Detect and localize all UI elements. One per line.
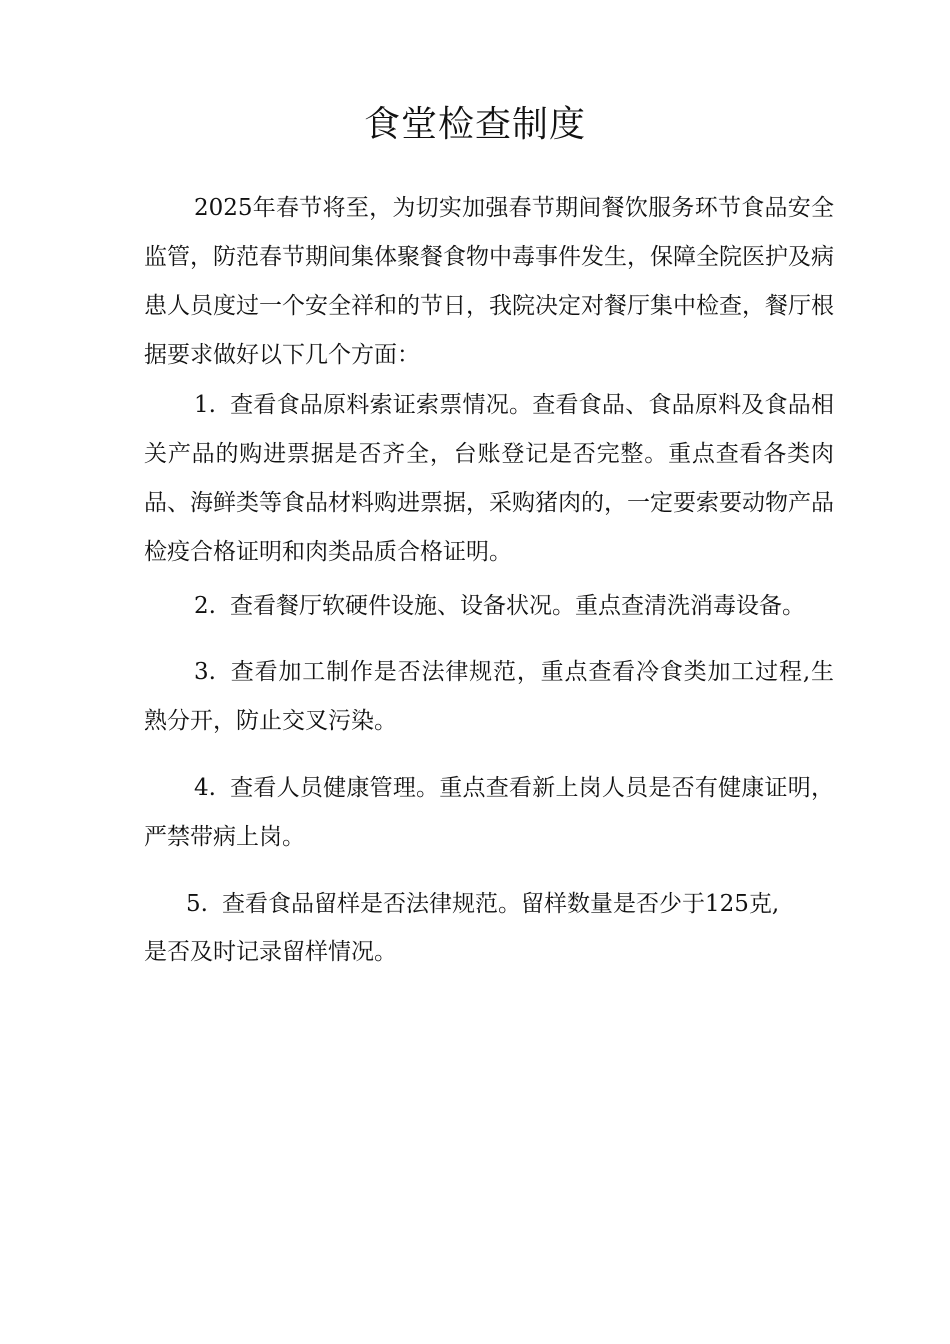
item-4-text: 查看人员健康管理。重点查看新上岗人员是否有健康证明，严禁带病上岗。 [144,775,834,850]
item-1-text: 查看食品原料索证索票情况。查看食品、食品原料及食品相关产品的购进票据是否齐全，台账登记是否完整。重点查看各类肉品、海鲜类等食品材料购进票据，采购猪肉的，一定要索要动物产品检疫合格证明和肉类品质合格证明。 [144,392,834,565]
item-5-text: 查看食品留样是否法律规范。留样数量是否少于125克, [221,891,780,917]
item-2-number: 2. [194,593,216,619]
intro-text: 2025年春节将至，为切实加强春节期间餐饮服务环节食品安全监管，防范春节期间集体聚餐食物中毒事件发生，保障全院医护及病患人员度过一个安全祥和的节日，我院决定对餐厅集中检查，餐厅根据要求做好以下几个方面： [144,195,834,368]
item-5-number: 5. [186,891,208,917]
item-2-paragraph [144,582,834,631]
intro-paragraph [144,184,834,380]
item-3-number: 3. [194,659,216,685]
document-title: 食堂检查制度 [363,104,586,145]
item-3-paragraph [144,648,834,746]
item-5-continuation: 是否及时记录留样情况。 [144,939,397,965]
item-1-paragraph [144,381,834,577]
item-3-text: 查看加工制作是否法律规范，重点查看冷食类加工过程,生熟分开，防止交叉污染。 [144,659,834,734]
item-4-paragraph [144,764,834,862]
item-4-number: 4. [194,775,216,801]
item-1-number: 1. [194,392,216,418]
item-5-paragraph [186,880,836,929]
item-2-text: 查看餐厅软硬件设施、设备状况。重点查清洗消毒设备。 [229,593,805,619]
